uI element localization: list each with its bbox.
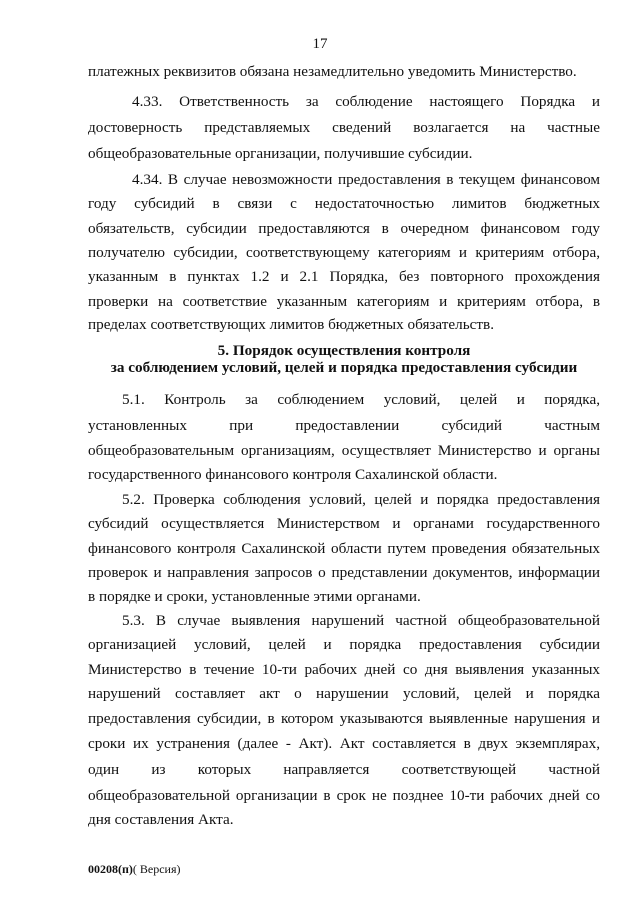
text-line: получателю субсидии, соответствующему категориям и критериям отбора, — [88, 244, 600, 261]
text-line: обязательств, субсидии предоставляются в очередном финансовом году — [88, 220, 600, 237]
text-line: 4.34. В случае невозможности предоставления в текущем финансовом — [132, 171, 600, 188]
text-line: общеобразовательной организации в срок не позднее 10-ти рабочих дней со — [88, 787, 600, 804]
text-line: нарушений составляет акт о нарушении условий, целей и порядка — [88, 685, 600, 702]
text-line: Министерство в течение 10-ти рабочих дней со дня выявления указанных — [88, 661, 600, 678]
text-line: 5.3. В случае выявления нарушений частной общеобразовательной — [122, 612, 600, 629]
text-line: предоставления субсидии, в котором указываются выявленные нарушения и — [88, 710, 600, 727]
text-line: указанным в пунктах 1.2 и 2.1 Порядка, без повторного прохождения — [88, 268, 600, 285]
text-line: достоверность представляемых сведений возлагается на частные — [88, 119, 600, 136]
text-line: дня составления Акта. — [88, 811, 234, 828]
text-line: государственного финансового контроля Сахалинской области. — [88, 466, 498, 483]
text-line: один из которых направляется соответствующей частной — [88, 761, 600, 778]
version-label: ( Версия) — [132, 862, 181, 876]
text-line: в порядке и сроки, установленные этими органами. — [88, 588, 421, 605]
text-line: сроки их устранения (далее - Акт). Акт составляется в двух экземплярах, — [88, 735, 600, 752]
text-line: субсидий осуществляется Министерством и органами государственного — [88, 515, 600, 532]
text-line: пределах соответствующих лимитов бюджетных обязательств. — [88, 316, 495, 333]
text-line: 5.1. Контроль за соблюдением условий, целей и порядка, — [122, 391, 600, 408]
section-subheading: за соблюдением условий, целей и порядка предоставления субсидии — [110, 359, 578, 376]
text-line: финансового контроля Сахалинской области путем проведения обязательных — [88, 540, 600, 557]
text-line: платежных реквизитов обязана незамедлительно уведомить Министерство. — [88, 63, 577, 80]
text-line: организацией условий, целей и порядка предоставления субсидии — [88, 636, 600, 653]
text-line: году субсидий в связи с недостаточностью лимитов бюджетных — [88, 195, 600, 212]
text-line: 4.33. Ответственность за соблюдение настоящего Порядка и — [132, 93, 600, 110]
text-line: 5.2. Проверка соблюдения условий, целей и порядка предоставления — [122, 491, 600, 508]
text-line: установленных при предоставлении субсидий частным — [88, 417, 600, 434]
document-code: 00208(п) — [88, 862, 133, 876]
section-heading: 5. Порядок осуществления контроля — [217, 342, 471, 359]
text-line: проверки на соответствие указанным категориям и критериям отбора, в — [88, 293, 600, 310]
text-line: проверок и направления запросов о представлении документов, информации — [88, 564, 600, 581]
text-line: общеобразовательные организации, получившие субсидии. — [88, 145, 473, 162]
document-footer — [88, 862, 181, 877]
page-number: 17 — [312, 36, 328, 52]
text-line: общеобразовательным организациям, осуществляет Министерство и органы — [88, 442, 600, 459]
